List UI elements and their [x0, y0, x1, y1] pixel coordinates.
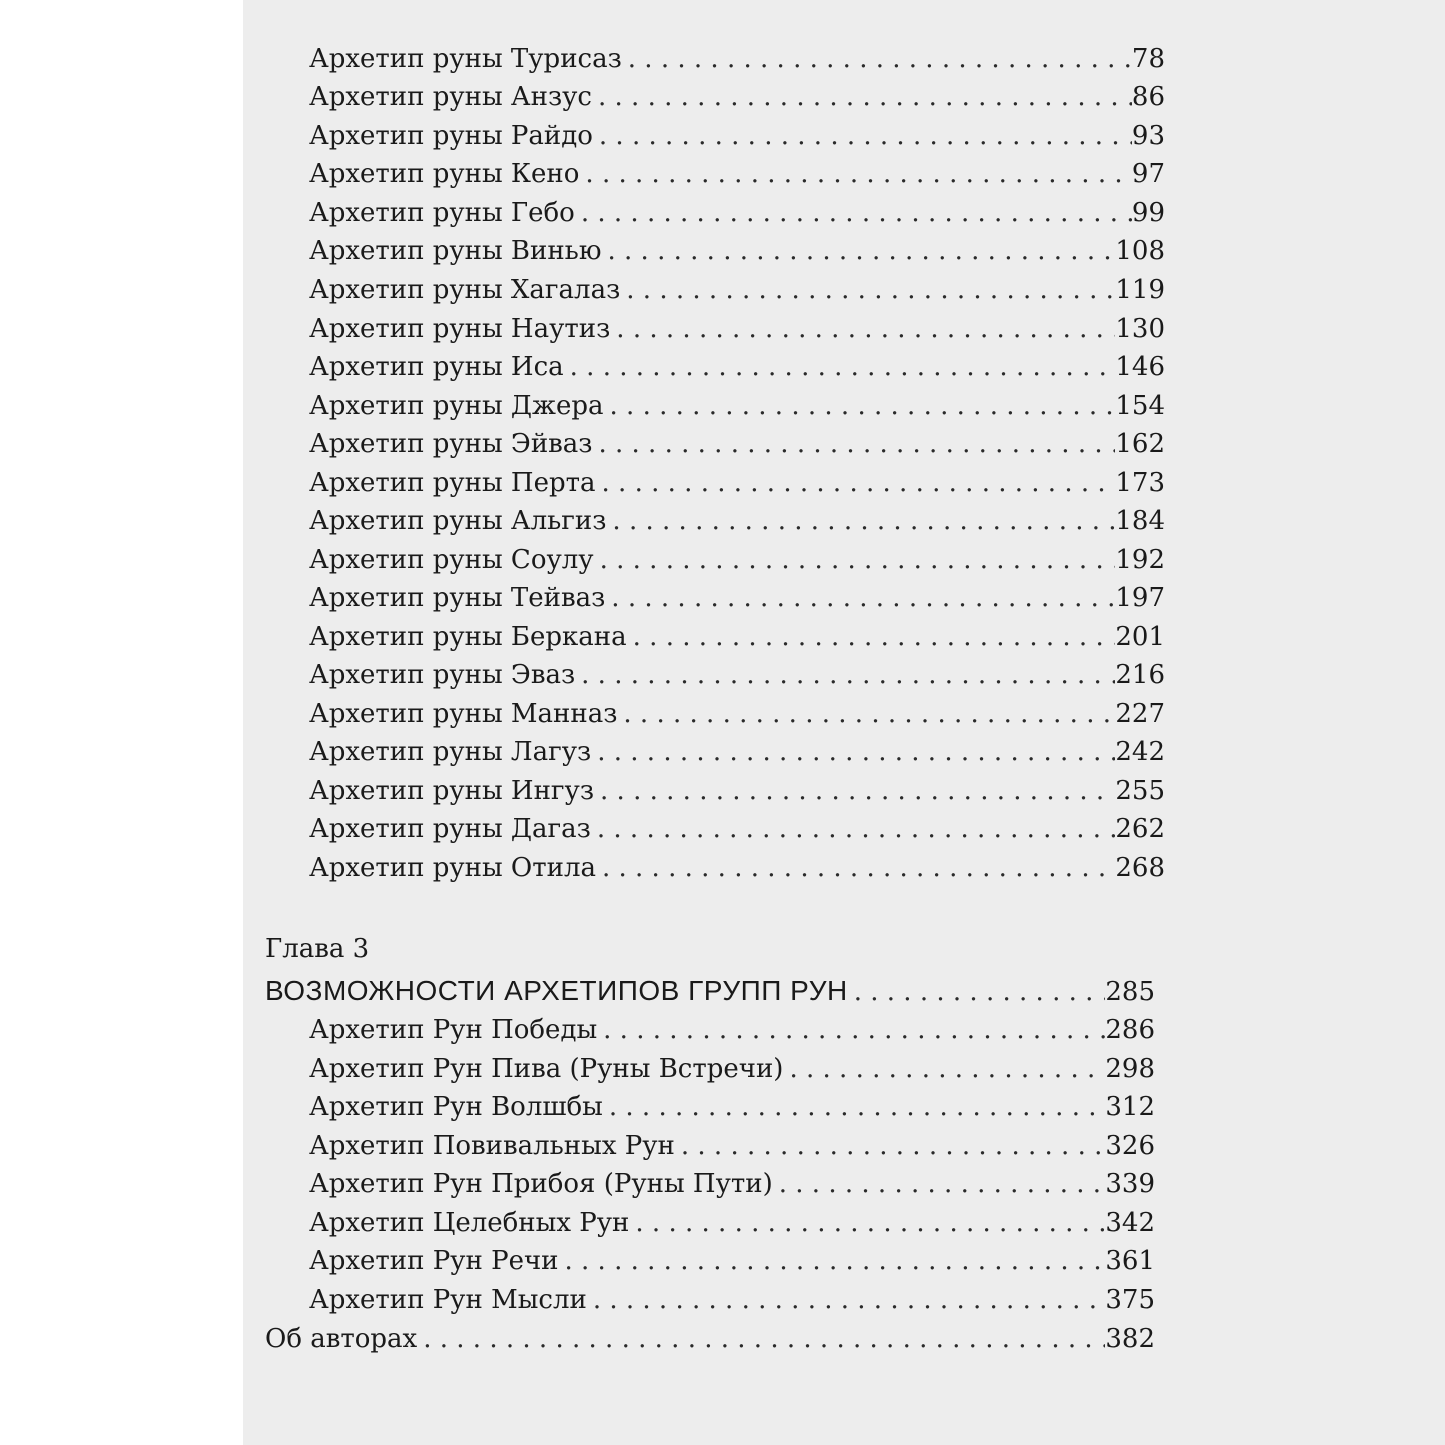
leader-dots	[675, 1127, 1105, 1165]
toc-entry	[309, 579, 1165, 617]
toc-entry-title: Архетип руны Хагалаз	[309, 275, 621, 305]
chapter-title-entry	[265, 972, 1155, 1010]
leader-dots	[610, 310, 1115, 348]
toc-entry	[309, 1011, 1155, 1049]
leader-dots	[417, 1320, 1105, 1358]
toc-entry-page: 201	[1115, 622, 1165, 652]
toc-entry	[309, 1088, 1155, 1126]
leader-dots	[629, 1204, 1105, 1242]
toc-entry	[309, 1204, 1155, 1242]
toc-entry	[309, 271, 1165, 309]
leader-dots	[592, 425, 1115, 463]
toc-entry-title: Архетип Рун Прибоя (Руны Пути)	[309, 1169, 773, 1199]
leader-dots	[601, 232, 1115, 270]
toc-entry-page: 361	[1105, 1246, 1155, 1276]
leader-dots	[587, 1281, 1106, 1319]
leader-dots	[848, 973, 1106, 1011]
toc-entry-page: 216	[1115, 660, 1165, 690]
toc-entry-title: Архетип руны Турисаз	[309, 44, 622, 74]
toc-entry	[309, 1050, 1155, 1088]
chapter-title: ВОЗМОЖНОСТИ АРХЕТИПОВ ГРУПП РУН	[265, 975, 848, 1006]
toc-entry-title: Архетип руны Иса	[309, 352, 564, 382]
toc-entry-page: 255	[1115, 776, 1165, 806]
toc-entry-page: 93	[1131, 121, 1165, 151]
book-page	[243, 0, 1445, 1445]
toc-entry-title: Архетип руны Манназ	[309, 699, 618, 729]
toc-entry-page: 97	[1131, 159, 1165, 189]
toc-entry-title: Архетип руны Кено	[309, 159, 580, 189]
toc-entry	[309, 194, 1165, 232]
toc-entry-title: Архетип руны Анзус	[309, 82, 592, 112]
leader-dots	[575, 194, 1132, 232]
toc-entry-page: 162	[1115, 429, 1165, 459]
toc-entry-page: 197	[1115, 583, 1165, 613]
toc-entry-page: 312	[1105, 1092, 1155, 1122]
toc-entry	[309, 117, 1165, 155]
leader-dots	[606, 502, 1115, 540]
toc-entry-title: Архетип руны Эйваз	[309, 429, 593, 459]
about-authors-entry	[265, 1320, 1155, 1358]
leader-dots	[592, 78, 1132, 116]
leader-dots	[558, 1242, 1105, 1280]
toc-entry-page: 108	[1115, 236, 1165, 266]
toc-entry-title: Архетип Рун Мысли	[309, 1285, 587, 1315]
toc-entry-title: Архетип руны Перта	[309, 468, 596, 498]
chapter-label: Глава 3	[265, 934, 370, 964]
toc-entry-title: Архетип руны Соулу	[309, 545, 594, 575]
toc-entry	[309, 618, 1165, 656]
leader-dots	[597, 1011, 1105, 1049]
toc-entry-title: Архетип Рун Речи	[309, 1246, 559, 1276]
toc-entry-page: 86	[1131, 82, 1165, 112]
toc-entry	[309, 733, 1165, 771]
leader-dots	[604, 387, 1116, 425]
toc-entry	[309, 1242, 1155, 1280]
toc-entry	[309, 232, 1165, 270]
toc-entry-page: 130	[1115, 314, 1165, 344]
leader-dots	[605, 579, 1115, 617]
toc-entry-title: Архетип Рун Победы	[309, 1015, 598, 1045]
toc-entry-page: 119	[1115, 275, 1165, 305]
toc-entry-title: Архетип руны Тейваз	[309, 583, 606, 613]
toc-entry-page: 268	[1115, 853, 1165, 883]
toc-entry	[309, 348, 1165, 386]
toc-entry-title: Архетип руны Лагуз	[309, 737, 592, 767]
leader-dots	[627, 618, 1116, 656]
toc-entry	[309, 155, 1165, 193]
toc-entry-title: Архетип Повивальных Рун	[309, 1131, 675, 1161]
toc-entry	[309, 656, 1165, 694]
toc-entry-title: Архетип руны Беркана	[309, 622, 627, 652]
toc-entry	[309, 1165, 1155, 1203]
toc-entry-page: 99	[1131, 198, 1165, 228]
leader-dots	[622, 40, 1132, 78]
toc-entry-page: 184	[1115, 506, 1165, 536]
toc-entry-title: Архетип руны Дагаз	[309, 814, 591, 844]
toc-entry-title: Архетип Рун Пива (Руны Встречи)	[309, 1054, 784, 1084]
toc-entry-title: Архетип руны Ингуз	[309, 776, 595, 806]
leader-dots	[593, 117, 1132, 155]
toc-entry-title: Архетип руны Джера	[309, 391, 604, 421]
leader-dots	[603, 1088, 1105, 1126]
toc-entry-title: Архетип руны Винью	[309, 236, 602, 266]
toc-entry	[309, 772, 1165, 810]
leader-dots	[773, 1165, 1106, 1203]
toc-entry-title: Архетип руны Отила	[309, 853, 596, 883]
toc-entry-page: 242	[1115, 737, 1165, 767]
toc-entry	[309, 310, 1165, 348]
leader-dots	[564, 348, 1116, 386]
toc-entry-page: 286	[1105, 1015, 1155, 1045]
leader-dots	[596, 849, 1115, 887]
toc-entry-page: 375	[1105, 1285, 1155, 1315]
toc-entry-page: 342	[1105, 1208, 1155, 1238]
toc-entry-page: 339	[1105, 1169, 1155, 1199]
toc-entry	[309, 541, 1165, 579]
leader-dots	[596, 464, 1116, 502]
chapter-page: 285	[1105, 977, 1155, 1007]
leader-dots	[579, 155, 1131, 193]
toc-entry-title: Архетип руны Эваз	[309, 660, 576, 690]
about-authors-title: Об авторах	[265, 1324, 418, 1354]
toc-entry-page: 146	[1115, 352, 1165, 382]
toc-entry-title: Архетип руны Гебо	[309, 198, 575, 228]
leader-dots	[620, 271, 1115, 309]
leader-dots	[591, 733, 1115, 771]
toc-entry-title: Архетип руны Райдо	[309, 121, 593, 151]
toc-entry-page: 262	[1115, 814, 1165, 844]
leader-dots	[594, 541, 1116, 579]
toc-entry-page: 173	[1115, 468, 1165, 498]
toc-entry-page: 227	[1115, 699, 1165, 729]
toc-entry	[309, 464, 1165, 502]
toc-entry-title: Архетип руны Альгиз	[309, 506, 607, 536]
toc-entry-title: Архетип руны Наутиз	[309, 314, 611, 344]
toc-entry	[309, 1281, 1155, 1319]
leader-dots	[783, 1050, 1105, 1088]
about-authors-page: 382	[1105, 1324, 1155, 1354]
toc-entry	[309, 78, 1165, 116]
leader-dots	[591, 810, 1115, 848]
toc-entry-page: 326	[1105, 1131, 1155, 1161]
toc-entry-page: 298	[1105, 1054, 1155, 1084]
toc-entry	[309, 425, 1165, 463]
toc-entry	[309, 502, 1165, 540]
toc-entry	[309, 40, 1165, 78]
toc-entry-page: 154	[1115, 391, 1165, 421]
leader-dots	[617, 695, 1115, 733]
toc-entry	[309, 1127, 1155, 1165]
toc-entry-title: Архетип Целебных Рун	[309, 1208, 630, 1238]
toc-entry	[309, 695, 1165, 733]
toc-entry-title: Архетип Рун Волшбы	[309, 1092, 603, 1122]
leader-dots	[594, 772, 1115, 810]
toc-entry-page: 192	[1115, 545, 1165, 575]
toc-entry-page: 78	[1131, 44, 1165, 74]
leader-dots	[575, 656, 1115, 694]
toc-entry	[309, 387, 1165, 425]
toc-entry	[309, 810, 1165, 848]
toc-entry	[309, 849, 1165, 887]
